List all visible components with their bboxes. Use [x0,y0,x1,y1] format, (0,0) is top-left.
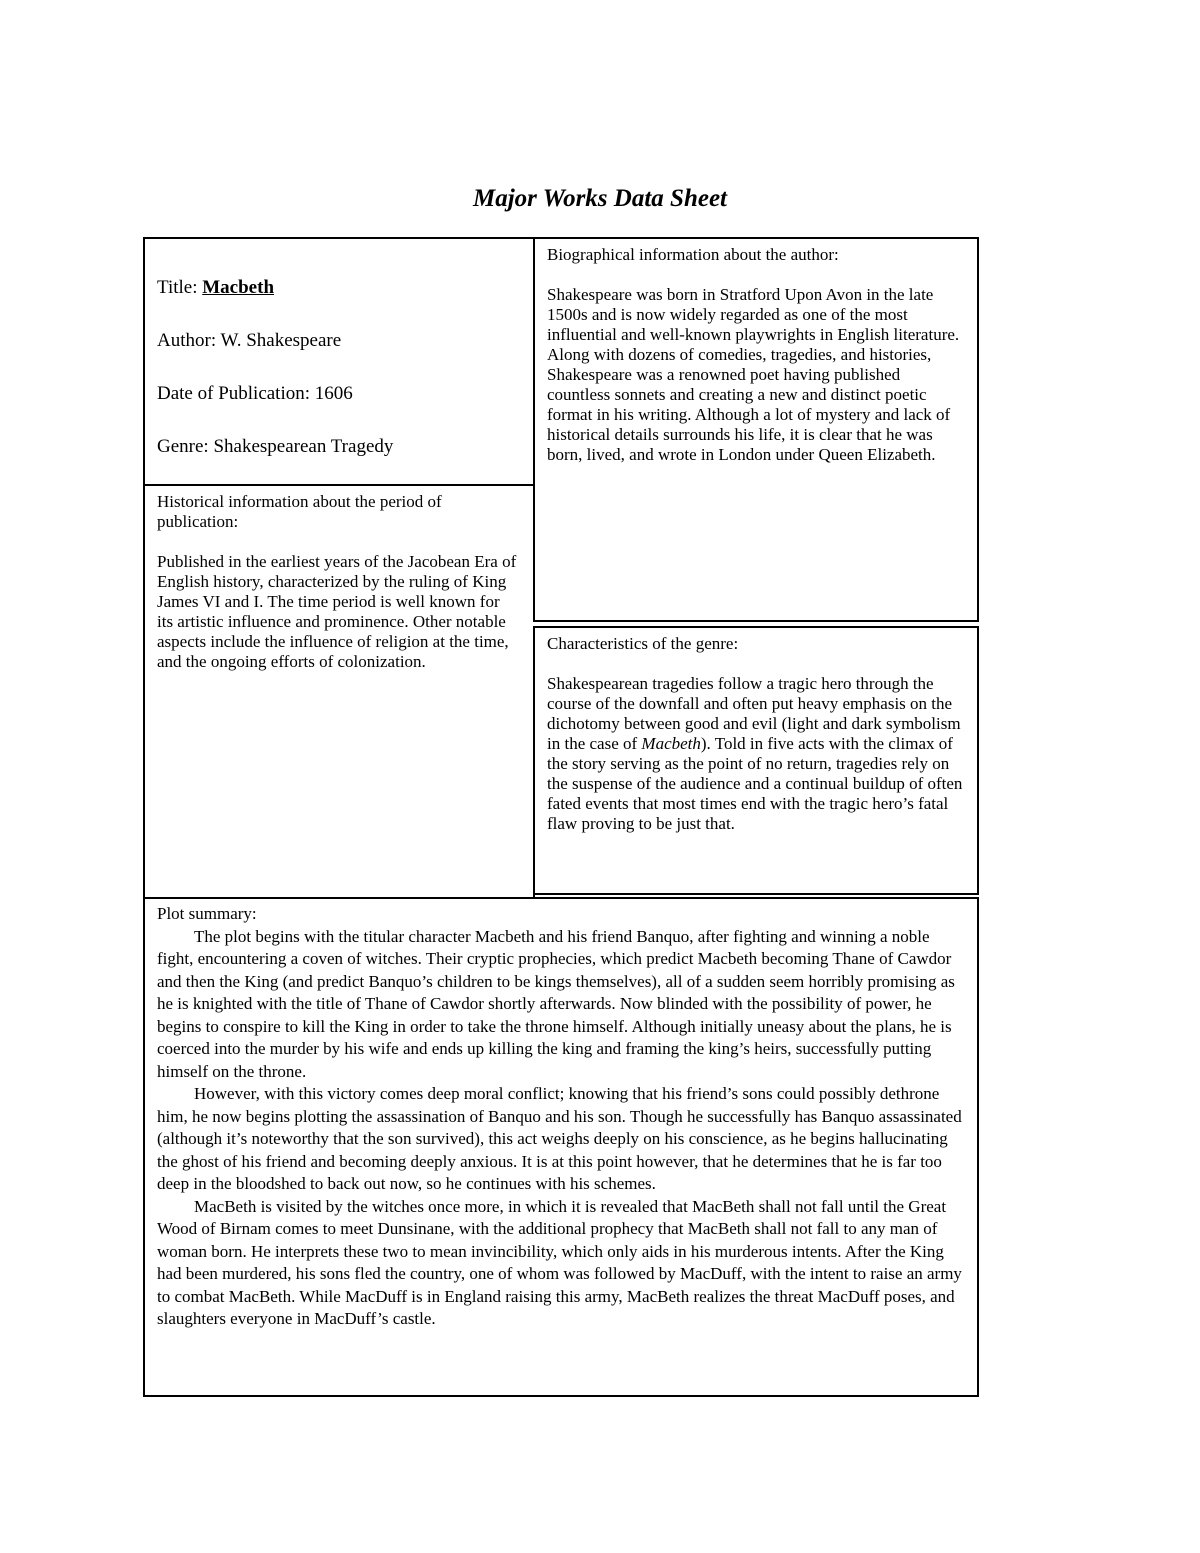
historical-info-cell [143,484,535,899]
document-title: Major Works Data Sheet [473,185,727,212]
genre-characteristics-body [547,674,963,834]
publication-label: Date of Publication: [157,383,315,404]
title-value: Macbeth [202,277,275,298]
title-label: Title: [157,277,203,298]
publication-value: 1606 [314,383,353,404]
genre-characteristics-heading: Characteristics of the genre: [547,634,739,653]
biography-body: Shakespeare was born in Stratford Upon Avon in the late 1500s and is now widely regarded as one of the most influential and well-known playwrights in English literature. Along with dozens of comedies, tragedies, and histories, Shakespeare was a renowned poet having published countless sonnets and creating a new and distinct poetic format in his writing. Although a lot of mystery and lack of historical details surrounds his life, it is clear that he was born, lived, and wrote in London under Queen Elizabeth. [547,285,960,464]
plot-paragraph-2: However, with this victory comes deep moral conflict; knowing that his friend’s sons could possibly dethrone him, he now begins plotting the assassination of Banquo and his son. Though he successfully has Banquo assassinated (although it’s noteworthy that the son survived), this act weighs deeply on his conscience, as he begins hallucinating the ghost of his friend and becoming deeply anxious. It is at this point however, that he determines that he is far too deep in the bloodshed to back out now, so he continues with his schemes. [157,1084,962,1193]
author-label: Author: [157,330,221,351]
title-row [157,277,521,299]
plot-paragraph-1: The plot begins with the titular character Macbeth and his friend Banquo, after fighting and winning a noble fight, encountering a coven of witches. Their cryptic prophecies, which predict Macbeth becoming Thane of Cawdor and then the King (and predict Banquo’s children to be kings themselves), all of a sudden seem horribly promising as he is knighted with the title of Thane of Cawdor shortly afterwards. Now blinded with the possibility of power, he begins to conspire to kill the King in order to take the throne himself. Although initially uneasy about the plans, he is coerced into the murder by his wife and ends up killing the king and framing the king’s heirs, successfully putting himself on the throne. [157,926,955,1081]
genre-characteristics-cell [533,626,979,895]
biography-cell [533,237,979,622]
genre-body-after: ). Told in five acts with the climax of the story serving as the point of no return, tragedies rely on the suspense of the audience and a continual buildup of often fated events that most times end with the tragic hero’s fatal flaw proving to be just that. [547,734,963,833]
work-info-cell [143,237,535,486]
genre-value: Shakespearean Tragedy [213,436,394,457]
author-value: W. Shakespeare [220,330,342,351]
plot-summary-heading: Plot summary: [157,904,257,923]
genre-label: Genre: [157,436,214,457]
plot-paragraph-3: MacBeth is visited by the witches once more, in which it is revealed that MacBeth shall not fall until the Great Wood of Birnam comes to meet Dunsinane, with the additional prophecy that MacBeth shall not fall to any man of woman born. He interprets these two to mean invincibility, which only aids in his murderous intents. After the King had been murdered, his sons fled the country, one of whom was followed by MacDuff, with the intent to raise an army to combat MacBeth. While MacDuff is in England raising this army, MacBeth realizes the threat MacDuff poses, and slaughters everyone in MacDuff’s castle. [157,1196,962,1328]
table-left-column [143,237,535,899]
genre-row [157,436,521,458]
plot-summary-cell [143,897,979,1397]
historical-heading: Historical information about the period of publication: [157,492,442,531]
historical-body: Published in the earliest years of the Jacobean Era of English history, characterized by the ruling of King James VI and I. The time period is well known for its artistic influence and prominence. Other notable aspects include the influence of religion at the time, and the ongoing efforts of colonization. [157,552,517,671]
biography-heading: Biographical information about the author: [547,245,839,264]
publication-row [157,383,521,405]
genre-body-italic-term: Macbeth [641,734,701,753]
genre-body-before: Shakespearean tragedies follow a tragic hero through the course of the downfall and often put heavy emphasis on the dichotomy between good and evil (light and dark symbolism in the case of [547,674,961,753]
data-sheet-table [143,237,979,899]
author-row [157,330,521,352]
table-right-column [533,237,979,895]
